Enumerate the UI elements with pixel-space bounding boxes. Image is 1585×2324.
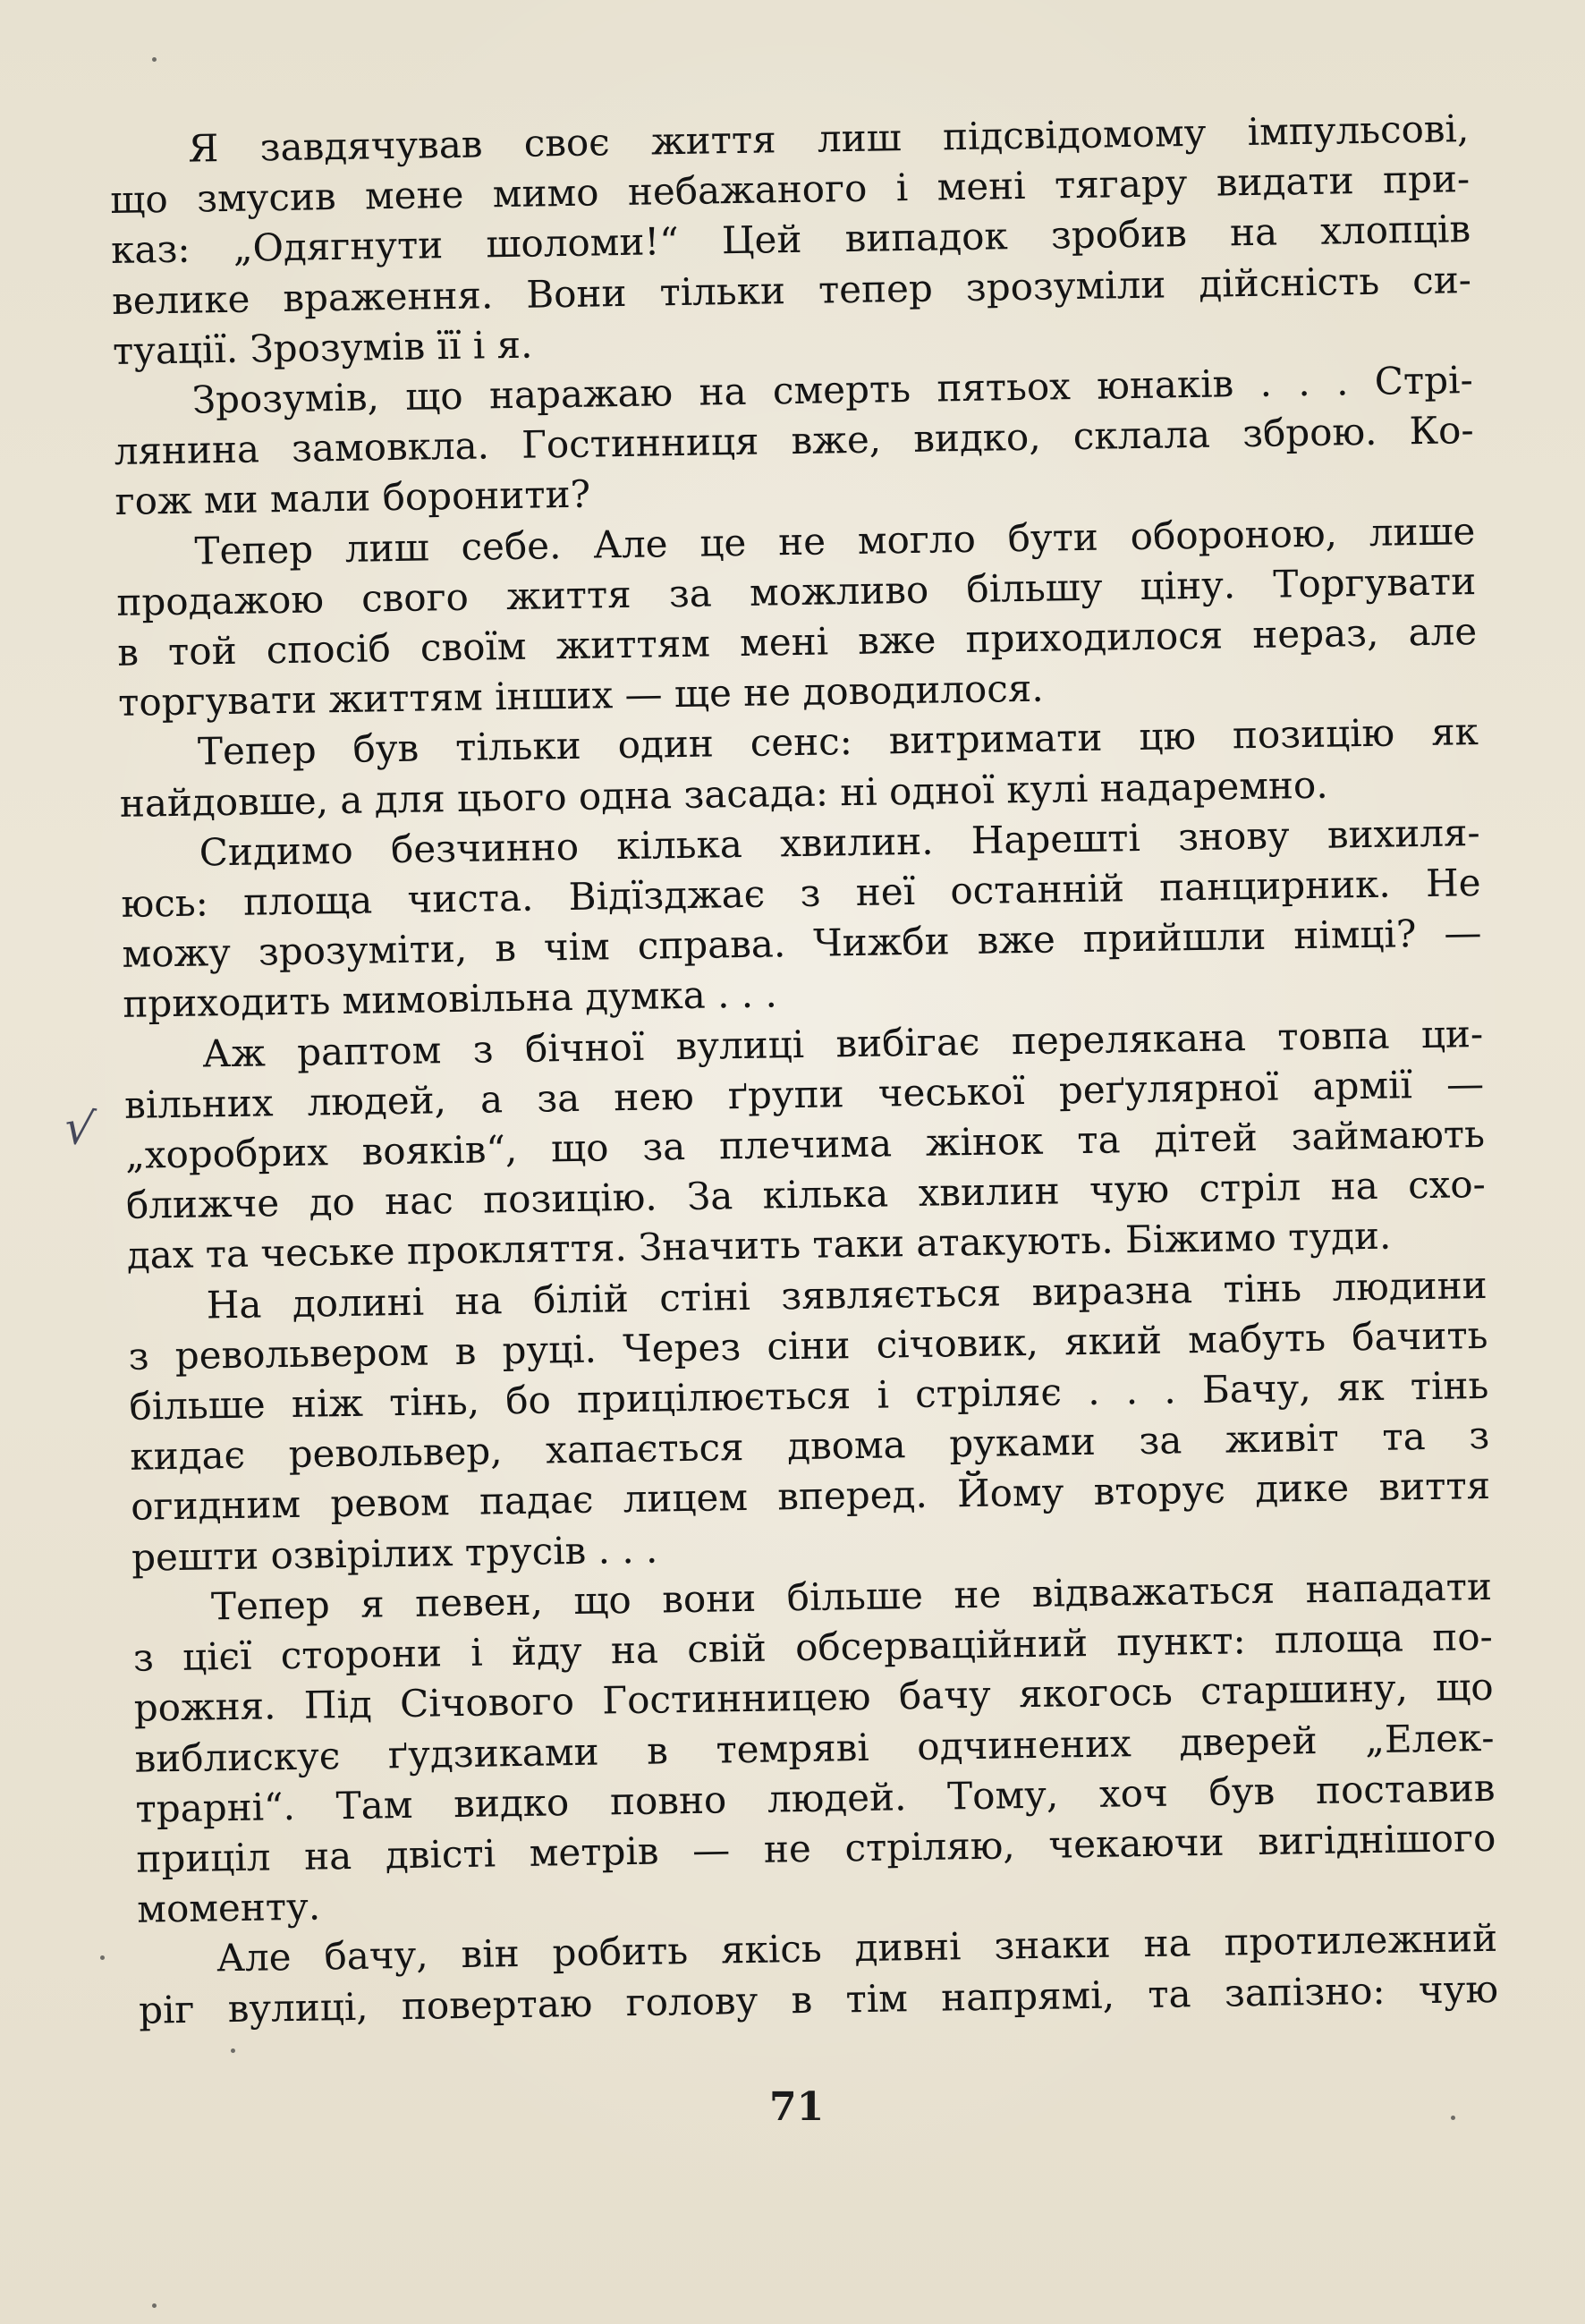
text-line: юсь: площа чиста. Відїзджає з неї останній панцирник. Не (121, 861, 1481, 926)
paper-speck (152, 57, 157, 62)
paper-speck (231, 2048, 235, 2053)
paragraph (123, 1009, 1487, 1282)
text-line: туації. Зрозумів її і я. (112, 322, 533, 373)
paragraph (138, 1913, 1499, 2035)
paper-speck (152, 2303, 157, 2308)
text-line: велике враження. Вони тільки тепер зрозуміли дійсність си- (111, 257, 1472, 323)
text-line: каз: „Одягнути шоломи!“ Цей випадок зробив на хлопців (110, 207, 1471, 273)
text-line: можу зрозуміти, в чім справа. Чижби вже прийшли німці? — (122, 911, 1482, 977)
text-line: вільних людей, а за нею ґрупи чеської реґулярної армії — (123, 1061, 1485, 1127)
text-line: що змусив мене мимо небажаного і мені тягару видати при- (109, 157, 1471, 223)
paragraph (113, 355, 1474, 527)
text-line: трарні“. Там видко повно людей. Тому, хоч був поставив (135, 1765, 1496, 1831)
text-line: продажою свого життя за можливо більшу ціну. Торгувати (115, 558, 1477, 624)
text-line: з револьвером в руці. Через сіни січовик, який мабуть бачить (128, 1312, 1488, 1378)
text-line: лянина замовкла. Гостинниця вже, видко, склала зброю. Ко- (114, 408, 1474, 474)
text-line: найдовше, а для цього одна засада: ні одної кулі надаремно. (119, 762, 1328, 826)
text-line: Тепер був тільки один сенс: витримати цю позицію як (197, 709, 1479, 774)
text-line: На долині на білій стіні зявляється виразна тінь людини (206, 1262, 1488, 1327)
body-text (109, 104, 1498, 2035)
text-line: Але бачу, він робить якісь дивні знаки на протилежний (216, 1916, 1498, 1980)
text-line: Аж раптом з бічної вулиці вибігає перелякана товпа ци- (201, 1011, 1484, 1076)
text-line: Тепер я певен, що вони більше не відважаться нападати (210, 1564, 1493, 1629)
paragraph (132, 1562, 1497, 1935)
text-line: виблискує ґудзиками в темряві одчинених дверей „Елек- (134, 1715, 1495, 1781)
text-line: Я завдячував своє життя лиш підсвідомому імпульсові, (188, 106, 1470, 171)
text-line: дах та чеське прокляття. Значить таки атакують. Біжимо туди. (126, 1214, 1392, 1278)
paragraph (120, 808, 1482, 1031)
paper-speck (100, 1955, 105, 1960)
text-line: в той спосіб своїм життям мені вже приходилося нераз, але (116, 609, 1478, 674)
paragraph (109, 104, 1472, 377)
text-line: з цієї сторони і йду на свій обсерваційний пункт: площа по- (132, 1615, 1494, 1680)
text-line: більше ніж тінь, бо прицілюється і стріляє . . . Бачу, як тінь (129, 1363, 1489, 1429)
text-line: гож ми мали боронити? (114, 472, 591, 524)
text-line: приходить мимовільна думка . . . (123, 971, 778, 1027)
text-line: кидає револьвер, хапається двома руками за живіт та з (129, 1413, 1490, 1480)
text-line: Тепер лиш себе. Але це не могло бути обороною, лише (194, 508, 1476, 573)
paragraph (115, 506, 1478, 729)
text-line: приціл на двісті метрів — не стріляю, чекаючи вигіднішого (136, 1815, 1496, 1881)
text-line: решти озвірілих трусів . . . (131, 1527, 658, 1580)
text-line: ближче до нас позицію. За кілька хвилин чую стріл на схо- (125, 1162, 1487, 1228)
margin-check-mark: √ (60, 1099, 98, 1158)
text-line: рожня. Під Січового Гостинницею бачу якогось старшину, що (133, 1665, 1494, 1731)
text-line: ріг вулиці, повертаю голову в тім напрямі, та запізно: чую (138, 1966, 1499, 2032)
page-number: 71 (769, 2084, 825, 2130)
text-line: торгувати життям інших — ще не доводилося. (117, 666, 1044, 725)
paper-speck (1451, 2116, 1455, 2120)
text-line: Зрозумів, що наражаю на смерть пятьох юнаків . . . Стрі- (191, 358, 1474, 422)
text-line: „хоробрих вояків“, що за плечима жінок та дітей займають (124, 1112, 1486, 1177)
text-line: огидним ревом падає лицем вперед. Йому вторує дике виття (130, 1463, 1491, 1530)
paragraph (127, 1260, 1491, 1583)
text-line: Сидимо безчинно кілька хвилин. Нарешті знову вихиля- (199, 810, 1480, 875)
text-line: моменту. (136, 1884, 321, 1931)
